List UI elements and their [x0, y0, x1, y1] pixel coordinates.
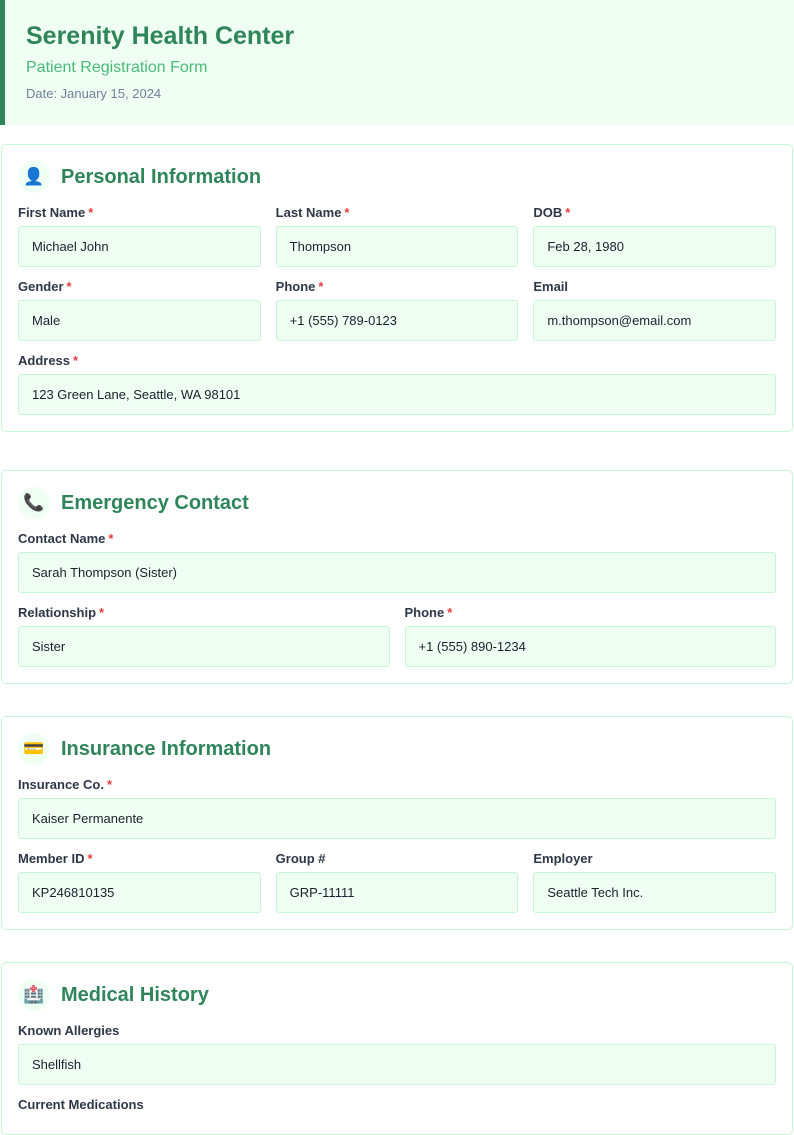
phone-icon: 📞: [18, 487, 50, 519]
required-mark: *: [565, 205, 571, 220]
first-name-input[interactable]: Michael John: [18, 226, 261, 267]
contact-name-input[interactable]: Sarah Thompson (Sister): [18, 552, 776, 593]
known-allergies-input[interactable]: Shellfish: [18, 1044, 776, 1085]
credit-card-icon: 💳: [18, 733, 50, 765]
section-insurance-information: [1, 716, 793, 930]
field-label: Relationship: [18, 605, 97, 620]
section-header: [18, 161, 776, 193]
section-medical-history: [1, 962, 793, 1135]
field-phone: [405, 600, 777, 667]
gender-input[interactable]: Male: [18, 300, 261, 341]
section-title: Medical History: [61, 983, 209, 1006]
phone-input[interactable]: +1 (555) 890-1234: [405, 626, 777, 667]
section-header: [18, 979, 776, 1011]
field-label: Phone: [275, 279, 316, 294]
field-current-medications: [18, 1092, 776, 1118]
form-header: [0, 0, 794, 125]
field-email: [533, 274, 776, 341]
field-row: [18, 772, 776, 839]
field-employer: [533, 846, 776, 913]
section-header: [18, 487, 776, 519]
field-row: [18, 348, 776, 415]
field-label: Insurance Co.: [18, 777, 104, 792]
field-insurance-co: [18, 772, 776, 839]
field-first-name: [18, 200, 261, 267]
member-id-input[interactable]: KP246810135: [18, 872, 261, 913]
field-row: [18, 1018, 776, 1085]
form-subtitle: Patient Registration Form: [26, 59, 208, 76]
field-row: [18, 526, 776, 593]
required-mark: *: [87, 851, 93, 866]
field-row: [18, 200, 776, 267]
required-mark: *: [106, 777, 113, 792]
field-label: Email: [533, 279, 569, 294]
required-mark: *: [99, 605, 105, 620]
field-row: [18, 274, 776, 341]
email-input[interactable]: m.thompson@email.com: [533, 300, 776, 341]
field-label: First Name: [18, 205, 86, 220]
field-label: Phone: [404, 605, 445, 620]
employer-input[interactable]: Seattle Tech Inc.: [533, 872, 776, 913]
relationship-input[interactable]: Sister: [18, 626, 390, 667]
section-title: Insurance Information: [61, 737, 272, 760]
field-label: DOB: [533, 205, 563, 220]
clinic-name: Serenity Health Center: [26, 22, 295, 50]
address-input[interactable]: 123 Green Lane, Seattle, WA 98101: [18, 374, 776, 415]
required-mark: *: [447, 605, 453, 620]
required-mark: *: [73, 353, 79, 368]
section-emergency-contact: [1, 470, 793, 684]
form-date: Date: January 15, 2024: [26, 86, 162, 101]
field-label: Employer: [533, 851, 593, 866]
field-row: [18, 600, 776, 667]
hospital-icon: 🏥: [18, 979, 50, 1011]
field-address: [18, 348, 776, 415]
field-row: [18, 1092, 776, 1118]
required-mark: *: [344, 205, 350, 220]
field-member-id: [18, 846, 261, 913]
field-label: Known Allergies: [18, 1023, 120, 1038]
field-phone: [276, 274, 519, 341]
field-last-name: [276, 200, 519, 267]
field-group: [276, 846, 519, 913]
section-personal-information: [1, 144, 793, 432]
section-title: Emergency Contact: [61, 491, 249, 514]
required-mark: *: [88, 205, 94, 220]
dob-input[interactable]: Feb 28, 1980: [533, 226, 776, 267]
section-title: Personal Information: [61, 165, 262, 188]
field-gender: [18, 274, 261, 341]
field-row: [18, 846, 776, 913]
last-name-input[interactable]: Thompson: [276, 226, 519, 267]
field-label: Contact Name: [18, 531, 106, 546]
field-contact-name: [18, 526, 776, 593]
field-label: Current Medications: [18, 1097, 144, 1112]
insurance-co-input[interactable]: Kaiser Permanente: [18, 798, 776, 839]
field-label: Address: [18, 353, 71, 368]
group-input[interactable]: GRP-11111: [276, 872, 519, 913]
field-relationship: [18, 600, 390, 667]
field-known-allergies: [18, 1018, 776, 1085]
phone-input[interactable]: +1 (555) 789-0123: [276, 300, 519, 341]
field-dob: [533, 200, 776, 267]
field-label: Last Name: [275, 205, 342, 220]
required-mark: *: [108, 531, 114, 546]
field-label: Group #: [275, 851, 326, 866]
section-header: [18, 733, 776, 765]
field-label: Member ID: [18, 851, 85, 866]
required-mark: *: [318, 279, 324, 294]
required-mark: *: [66, 279, 72, 294]
field-label: Gender: [18, 279, 64, 294]
person-icon: 👤: [18, 161, 50, 193]
